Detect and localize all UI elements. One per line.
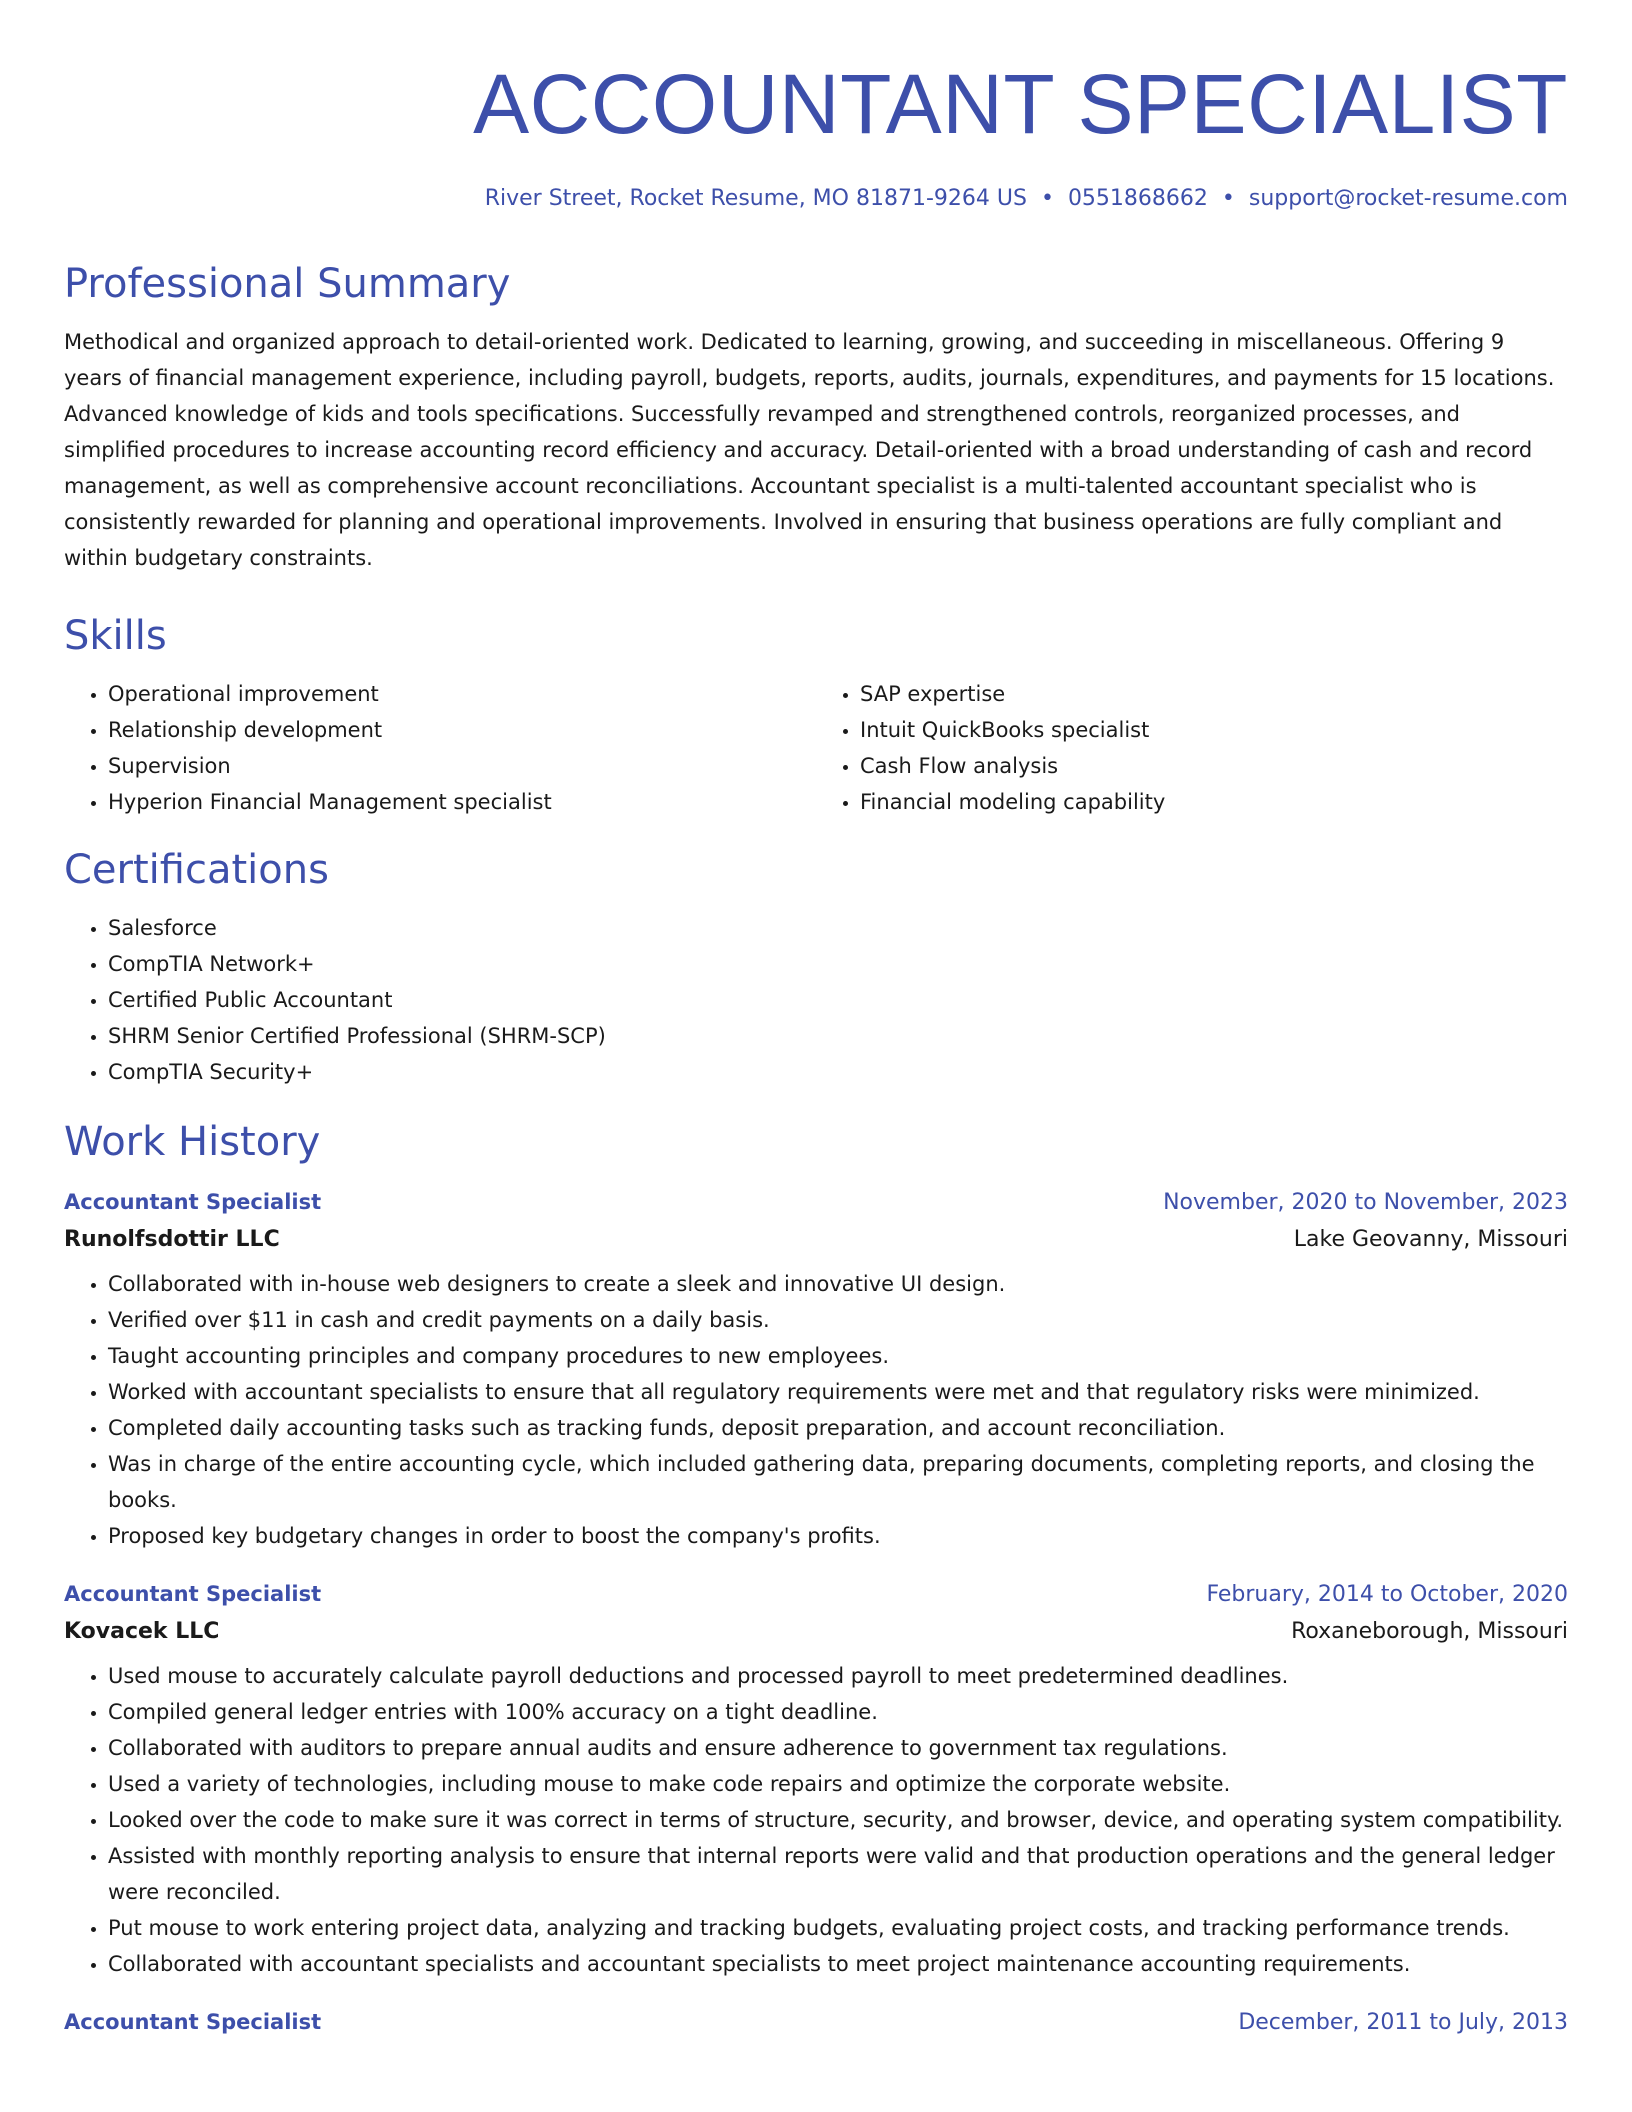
job-location: Roxaneborough, Missouri — [1291, 1619, 1568, 1644]
job-bullet: • Looked over the code to make sure it was correct in terms of structure, security, and browser, device, and operating system compatibility. — [108, 1802, 1568, 1838]
separator: • — [1040, 186, 1054, 211]
job-bullet: • Used mouse to accurately calculate payroll deductions and processed payroll to meet predetermined deadlines. — [108, 1658, 1568, 1694]
job-dates: December, 2011 to July, 2013 — [1238, 2010, 1568, 2035]
job-entry — [64, 2010, 1568, 2035]
certifications-list — [64, 910, 1568, 1090]
job-entry — [64, 1190, 1568, 1554]
company-name: Runolfsdottir LLC — [64, 1227, 280, 1252]
work-history-heading: Work History — [64, 1119, 321, 1165]
job-bullet: • Proposed key budgetary changes in order to boost the company's profits. — [108, 1518, 1568, 1554]
skill-item: • SAP expertise — [860, 676, 1568, 712]
job-location: Lake Geovanny, Missouri — [1293, 1227, 1568, 1252]
certification-item: • SHRM Senior Certified Professional (SHRM-SCP) — [108, 1018, 1568, 1054]
job-bullets — [64, 1266, 1568, 1554]
resume-page — [64, 0, 1568, 2035]
job-bullet: • Worked with accountant specialists to ensure that all regulatory requirements were met and that regulatory risks were minimized. — [108, 1374, 1568, 1410]
job-subheader — [64, 1227, 1568, 1252]
skill-item: • Hyperion Financial Management specialist — [108, 784, 816, 820]
candidate-name: ACCOUNTANT SPECIALIST — [473, 57, 1568, 151]
job-title: Accountant Specialist — [64, 1582, 322, 1606]
phone: 0551868662 — [1067, 186, 1208, 211]
separator: • — [1221, 186, 1235, 211]
contact-line — [64, 188, 1568, 210]
job-title: Accountant Specialist — [64, 1190, 322, 1214]
skills-heading: Skills — [64, 613, 167, 659]
job-dates: February, 2014 to October, 2020 — [1206, 1582, 1568, 1607]
certification-item: • Salesforce — [108, 910, 1568, 946]
certification-item: • Certified Public Accountant — [108, 982, 1568, 1018]
job-header — [64, 1582, 1568, 1607]
job-bullet: • Taught accounting principles and company procedures to new employees. — [108, 1338, 1568, 1374]
job-bullet: • Collaborated with accountant specialists and accountant specialists to meet project maintenance accounting requirements. — [108, 1946, 1568, 1982]
job-bullets — [64, 1658, 1568, 1982]
address: River Street, Rocket Resume, MO 81871-9264 US — [484, 186, 1027, 211]
certifications-heading: Certifications — [64, 847, 329, 893]
skills-list — [64, 676, 1568, 820]
job-title: Accountant Specialist — [64, 2010, 322, 2034]
job-bullet: • Completed daily accounting tasks such as tracking funds, deposit preparation, and account reconciliation. — [108, 1410, 1568, 1446]
job-bullet: • Put mouse to work entering project data, analyzing and tracking budgets, evaluating project costs, and tracking performance trends. — [108, 1910, 1568, 1946]
job-header — [64, 1190, 1568, 1215]
job-bullet: • Compiled general ledger entries with 100% accuracy on a tight deadline. — [108, 1694, 1568, 1730]
skill-item: • Supervision — [108, 748, 816, 784]
company-name: Kovacek LLC — [64, 1619, 220, 1644]
skills-column-left — [64, 676, 816, 820]
job-bullet: • Collaborated with in-house web designers to create a sleek and innovative UI design. — [108, 1266, 1568, 1302]
skill-item: • Operational improvement — [108, 676, 816, 712]
email-link[interactable]: support@rocket-resume.com — [1248, 186, 1568, 211]
certification-item: • CompTIA Security+ — [108, 1054, 1568, 1090]
skill-item: • Financial modeling capability — [860, 784, 1568, 820]
skills-column-right — [816, 676, 1568, 820]
job-bullet: • Collaborated with auditors to prepare annual audits and ensure adherence to government tax regulations. — [108, 1730, 1568, 1766]
summary-heading: Professional Summary — [64, 261, 511, 307]
job-bullet: • Verified over $11 in cash and credit payments on a daily basis. — [108, 1302, 1568, 1338]
job-bullet: • Used a variety of technologies, including mouse to make code repairs and optimize the corporate website. — [108, 1766, 1568, 1802]
certification-item: • CompTIA Network+ — [108, 946, 1568, 982]
job-entry — [64, 1582, 1568, 1982]
skill-item: • Cash Flow analysis — [860, 748, 1568, 784]
job-bullet: • Was in charge of the entire accounting cycle, which included gathering data, preparing documents, completing reports, and closing the books. — [108, 1446, 1568, 1518]
job-header — [64, 2010, 1568, 2035]
summary-text: Methodical and organized approach to detail-oriented work. Dedicated to learning, growing, and succeeding in miscellaneous. Offering 9 years of financial management experience, including payroll, budgets, reports, audits, journals, expenditures, and payments for 15 locations. Advanced knowledge of kids and tools specifications. Successfully revamped and strengthened controls, reorganized processes, and simplified procedures to increase accounting record efficiency and accuracy. Detail-oriented with a broad understanding of cash and record management, as well as comprehensive account reconciliations. Accountant specialist is a multi-talented accountant specialist who is consistently rewarded for planning and operational improvements. Involved in ensuring that business operations are fully compliant and within budgetary constraints. — [64, 330, 1555, 570]
job-subheader — [64, 1619, 1568, 1644]
job-dates: November, 2020 to November, 2023 — [1163, 1190, 1568, 1215]
skill-item: • Intuit QuickBooks specialist — [860, 712, 1568, 748]
job-bullet: • Assisted with monthly reporting analysis to ensure that internal reports were valid and that production operations and the general ledger were reconciled. — [108, 1838, 1568, 1910]
skill-item: • Relationship development — [108, 712, 816, 748]
